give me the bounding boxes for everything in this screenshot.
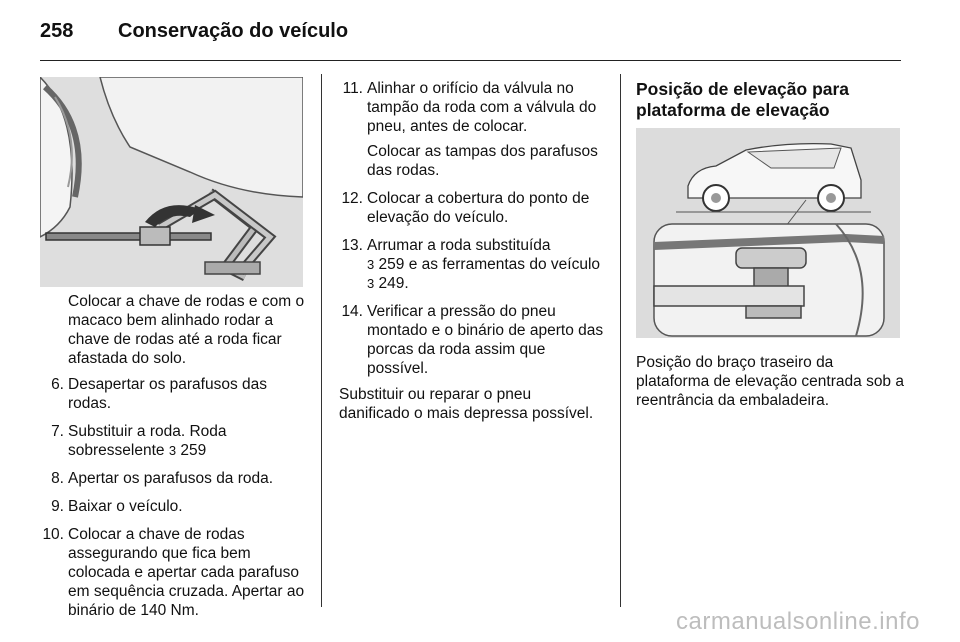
page-number: 258 — [40, 20, 74, 42]
step-text: Alinhar o orifício da válvula no tampão da roda com a válvula do pneu, antes de colocar. — [367, 80, 597, 135]
step-text: Arrumar a roda substituída — [367, 237, 551, 254]
list-item — [339, 302, 605, 378]
step-number: 6. — [51, 376, 64, 393]
list-item — [339, 189, 605, 227]
list-item — [40, 525, 308, 620]
left-column — [40, 292, 308, 629]
page-reference: 259 — [180, 442, 207, 459]
jack-illustration — [40, 77, 303, 287]
step-text: Substituir a roda. Roda sobresselente — [68, 423, 227, 459]
step-number: 10. — [42, 526, 64, 543]
lift-caption-block — [636, 353, 904, 410]
list-item — [40, 497, 308, 516]
step-number: 8. — [51, 470, 64, 487]
watermark: carmanualsonline.info — [676, 608, 920, 635]
section-heading: Posição de elevação para plataforma de elevação — [636, 79, 850, 120]
step-text: Colocar a cobertura do ponto de elevação do veículo. — [367, 190, 590, 226]
lift-illustration — [636, 128, 900, 338]
page-reference: 249. — [378, 275, 409, 292]
list-item — [339, 236, 605, 293]
column-divider-left — [321, 74, 322, 607]
step-text: Colocar a chave de rodas assegurando que fica bem colocada e apertar cada parafuso em sequência cruzada. Apertar ao binário de 140 Nm. — [68, 526, 305, 619]
step-subtext: Colocar as tampas dos parafusos das rodas. — [367, 143, 598, 179]
page-reference: 259 — [378, 256, 405, 273]
list-item — [40, 422, 308, 460]
step-number: 11. — [342, 80, 363, 97]
list-item — [40, 375, 308, 413]
jack-instruction: Colocar a chave de rodas e com o macaco bem alinhado rodar a chave de rodas até a roda ficar afastada do solo. — [68, 293, 305, 367]
step-number: 12. — [341, 190, 363, 207]
page-header — [40, 14, 900, 54]
page-title: Conservação do veículo — [118, 20, 349, 42]
steps-list-middle — [339, 79, 605, 378]
step-number: 13. — [341, 237, 363, 254]
step-number: 7. — [51, 423, 64, 440]
step-text: Apertar os parafusos da roda. — [68, 470, 274, 487]
page-reference-icon: 3 — [367, 276, 375, 291]
column-divider-right — [620, 74, 621, 607]
jack-figure — [40, 77, 303, 287]
step-number: 14. — [341, 303, 363, 320]
repair-note: Substituir ou reparar o pneu danificado o mais depressa possível. — [339, 386, 594, 422]
step-text: Desapertar os parafusos das rodas. — [68, 376, 268, 412]
page-reference-icon: 3 — [168, 443, 177, 458]
middle-column — [339, 79, 605, 423]
step-number: 9. — [51, 498, 64, 515]
step-text: e as ferramentas do veículo — [408, 256, 601, 273]
header-rule — [40, 60, 901, 61]
list-item — [40, 469, 308, 488]
steps-list-left — [40, 375, 308, 620]
lift-figure — [636, 128, 900, 338]
right-column — [636, 79, 902, 121]
figure-caption: Posição do braço traseiro da plataforma de elevação centrada sob a reentrância da embaladeira. — [636, 354, 904, 409]
page-reference-icon: 3 — [367, 257, 375, 272]
step-text: Verificar a pressão do pneu montado e o binário de aperto das porcas da roda assim que possível. — [367, 303, 604, 377]
step-text: Baixar o veículo. — [68, 498, 183, 515]
list-item — [339, 79, 605, 180]
